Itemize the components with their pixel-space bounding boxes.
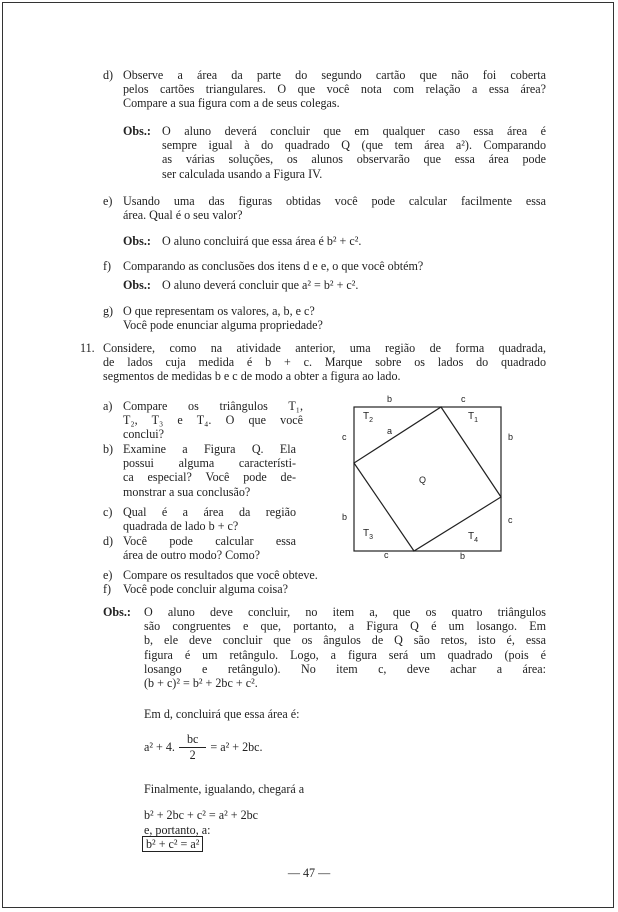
obs-label: Obs.: xyxy=(123,278,151,292)
sub-a-text xyxy=(123,399,303,442)
eq1-numerator: bc xyxy=(179,732,206,747)
fig-label-b-right: b xyxy=(508,432,514,442)
question-line: de lados cuja medida é b + c. Marque sobre os lados do quadrado xyxy=(103,355,546,370)
item-g-label: g) xyxy=(103,304,114,318)
obs-line: O aluno deverá concluir que em qualquer caso essa área é xyxy=(162,124,546,138)
t-letter: T xyxy=(468,411,475,422)
sub-d-label: d) xyxy=(103,534,114,548)
item-f-label: f) xyxy=(103,259,112,273)
equation-2: b² + 2bc + c² = a² + 2bc xyxy=(144,808,259,822)
obs-line: O aluno deve concluir, no item a, que os quatro triângulos xyxy=(144,605,546,619)
obs-line: losango e retângulo). No item c, deve achar a área: xyxy=(144,661,546,676)
fig-label-t2 xyxy=(363,410,373,428)
question-11-text xyxy=(103,341,546,384)
fig-label-c-top: c xyxy=(461,394,466,404)
finalmente-text: Finalmente, igualando, chegará a xyxy=(144,782,305,796)
obs-d-text xyxy=(162,124,546,181)
eq1-fraction xyxy=(179,732,206,761)
sub-line: conclui? xyxy=(123,427,164,442)
obs-line: ser calculada usando a Figura IV. xyxy=(162,166,323,181)
obs-line: sempre igual à do quadrado Q (que tem área a²). Comparando xyxy=(162,138,546,153)
boxed-result: b² + c² = a² xyxy=(142,836,203,852)
item-d-line: pelos cartões triangulares. O que você nota com relação a essa área? xyxy=(123,82,546,97)
sub-line: Examine a Figura Q. Ela xyxy=(123,442,296,456)
sub-f-label: f) xyxy=(103,582,112,596)
t-index: 3 xyxy=(369,534,374,541)
fig-label-t1 xyxy=(468,410,478,428)
obs-line: (b + c)² = b² + 2bc + c². xyxy=(144,676,258,691)
fig-label-b-bottom: b xyxy=(460,551,466,561)
portanto-text: e, portanto, a: xyxy=(144,823,211,837)
obs-label: Obs.: xyxy=(123,234,151,248)
obs-e-text: O aluno concluirá que essa área é b² + c². xyxy=(162,234,362,248)
question-line: Considere, como na atividade anterior, uma região de forma quadrada, xyxy=(103,341,546,355)
obs-11-text xyxy=(144,605,546,690)
sub-a-label: a) xyxy=(103,399,113,413)
sub-line: Compare os triângulos T₁, xyxy=(123,399,303,413)
fig-label-t3 xyxy=(363,527,373,545)
sub-c-text xyxy=(123,505,296,533)
question-number: 11. xyxy=(80,341,95,355)
obs-line: as várias soluções, os alunos observarão que essa área pode xyxy=(162,152,546,167)
fig-label-a: a xyxy=(387,426,393,436)
item-g-line: O que representam os valores, a, b, e c? xyxy=(123,304,315,318)
sub-line: quadrada de lado b + c? xyxy=(123,519,239,534)
t-letter: T xyxy=(363,411,370,422)
item-f-text: Comparando as conclusões dos itens d e e, o que você obtém? xyxy=(123,259,424,273)
t-letter: T xyxy=(363,528,370,539)
fig-label-b-left: b xyxy=(342,512,348,522)
sub-e-text: Compare os resultados que você obteve. xyxy=(123,568,318,582)
obs-label: Obs.: xyxy=(103,605,131,619)
obs-line: figura é um retângulo. Logo, a figura será um quadrado (pois é xyxy=(144,647,546,662)
inner-square-q xyxy=(354,407,501,551)
t-letter: T xyxy=(468,531,475,542)
sub-line: ca especial? Você pode de- xyxy=(123,470,296,485)
fig-label-t4 xyxy=(468,530,478,548)
sub-line: área de outro modo? Como? xyxy=(123,548,261,563)
sub-d-text xyxy=(123,534,296,562)
outer-square xyxy=(354,407,501,551)
item-e-line: Usando uma das figuras obtidas você pode calcular facilmente essa xyxy=(123,194,546,208)
sub-c-label: c) xyxy=(103,505,113,519)
sub-line: Você pode calcular essa xyxy=(123,534,296,548)
sub-line: Qual é a área da região xyxy=(123,505,296,519)
fig-label-c-right: c xyxy=(508,515,513,525)
question-line: segmentos de medidas b e c de modo a obter a figura ao lado. xyxy=(103,369,401,384)
item-d-line: Compare a sua figura com a de seus colegas. xyxy=(123,96,340,111)
sub-line: T₂, T₃ e T₄. O que você xyxy=(123,413,303,428)
eq1-right: = a² + 2bc. xyxy=(210,739,263,754)
eq1-denominator: 2 xyxy=(189,747,196,762)
equation-1 xyxy=(144,725,263,769)
sub-line: monstrar a sua conclusão? xyxy=(123,484,251,499)
t-index: 4 xyxy=(474,537,479,544)
item-g-line: Você pode enunciar alguma propriedade? xyxy=(123,318,323,333)
fig-label-b-top: b xyxy=(387,394,393,404)
item-e-text xyxy=(123,194,546,222)
t-index: 1 xyxy=(474,417,479,424)
item-e-label: e) xyxy=(103,194,113,208)
fig-label-q: Q xyxy=(419,475,427,485)
item-d-text xyxy=(123,68,546,111)
eq1-left: a² + 4. xyxy=(144,739,175,754)
fig-label-c-left: c xyxy=(342,432,347,442)
obs-line: b, ele deve concluir que os ângulos de Q são retos, isto é, essa xyxy=(144,633,546,648)
page-number: — 47 — xyxy=(287,866,331,880)
sub-e-label: e) xyxy=(103,568,113,582)
fig-label-c-bottom: c xyxy=(384,550,389,560)
item-e-line: área. Qual é o seu valor? xyxy=(123,208,243,223)
obs-line: são congruentes e que, portanto, a Figura Q é um losango. Em xyxy=(144,619,546,634)
obs-f-text: O aluno deverá concluir que a² = b² + c². xyxy=(162,278,359,292)
sub-b-label: b) xyxy=(103,442,114,456)
sub-f-text: Você pode concluir alguma coisa? xyxy=(123,582,288,596)
em-d-text: Em d, concluirá que essa área é: xyxy=(144,707,300,721)
item-d-line: Observe a área da parte do segundo cartão que não foi coberta xyxy=(123,68,546,82)
item-g-text xyxy=(123,304,323,332)
sub-b-text xyxy=(123,442,296,499)
item-d-label: d) xyxy=(103,68,114,82)
obs-label: Obs.: xyxy=(123,124,151,138)
sub-line: possui alguma característi- xyxy=(123,456,296,471)
t-index: 2 xyxy=(369,417,374,424)
